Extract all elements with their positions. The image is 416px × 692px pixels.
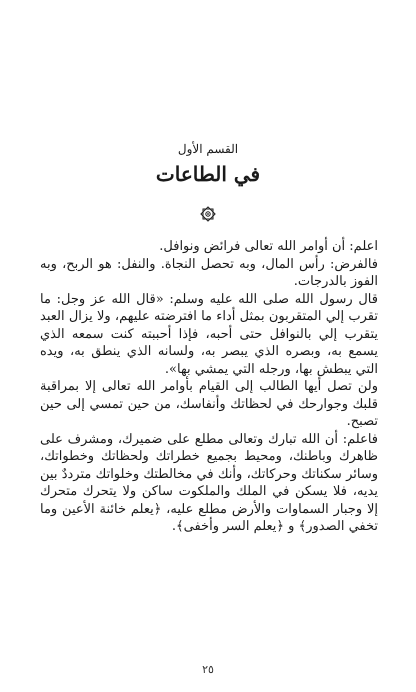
section-title: في الطاعات — [155, 162, 261, 186]
section-label: القسم الأول — [177, 142, 239, 156]
body-text — [40, 238, 378, 536]
geometric-star-ornament-icon — [200, 206, 216, 222]
paragraph-hadith: قال رسول الله صلى الله عليه وسلم: «قال الله عز وجل: ما تقرب إلي المتقربون بمثل أداء ما افترضته عليهم، ولا يزال العبد يتقرب إلي بالنوافل حتى أحبه، فإذا أحببته كنت سمعه الذي يسمع به، وبصره الذي يبصر به، ولسانه الذي ينطق به، ويده التي يبطش بها، ورجله التي يمشي بها». — [40, 291, 378, 377]
page-number: ٢٥ — [202, 663, 214, 676]
paragraph-muraqaba: ولن تصل أيها الطالب إلى القيام بأوامر الله تعالى إلا بمراقبة قلبك وجوارحك في لحظاتك وأنفاسك، من حين تمسي إلى حين تصبح. — [40, 379, 378, 429]
paragraph-fard-nafl: فالفرض: رأس المال، وبه تحصل النجاة. والنفل: هو الربح، وبه الفوز بالدرجات. — [40, 256, 378, 289]
paragraph-intro: اعلم: أن أوامر الله تعالى فرائض ونوافل. — [159, 239, 378, 254]
paragraph-allah-watchful: فاعلم: أن الله تبارك وتعالى مطلع على ضميرك، ومشرف على ظاهرك وباطنك، ومحيط بجميع خطراتك ولحظاتك وخطواتك، وسائر سكناتك وحركاتك، وأنك في مخالطتك وخلواتك مترددٌ بين يديه، فلا يسكن في الملك والملكوت ساكن ولا يتحرك متحرك إلا وجبار السماوات والأرض مطلع عليه، ﴿يعلم خائنة الأعين وما تخفي الصدور﴾ و ﴿يعلم السر وأخفى﴾. — [40, 431, 378, 534]
